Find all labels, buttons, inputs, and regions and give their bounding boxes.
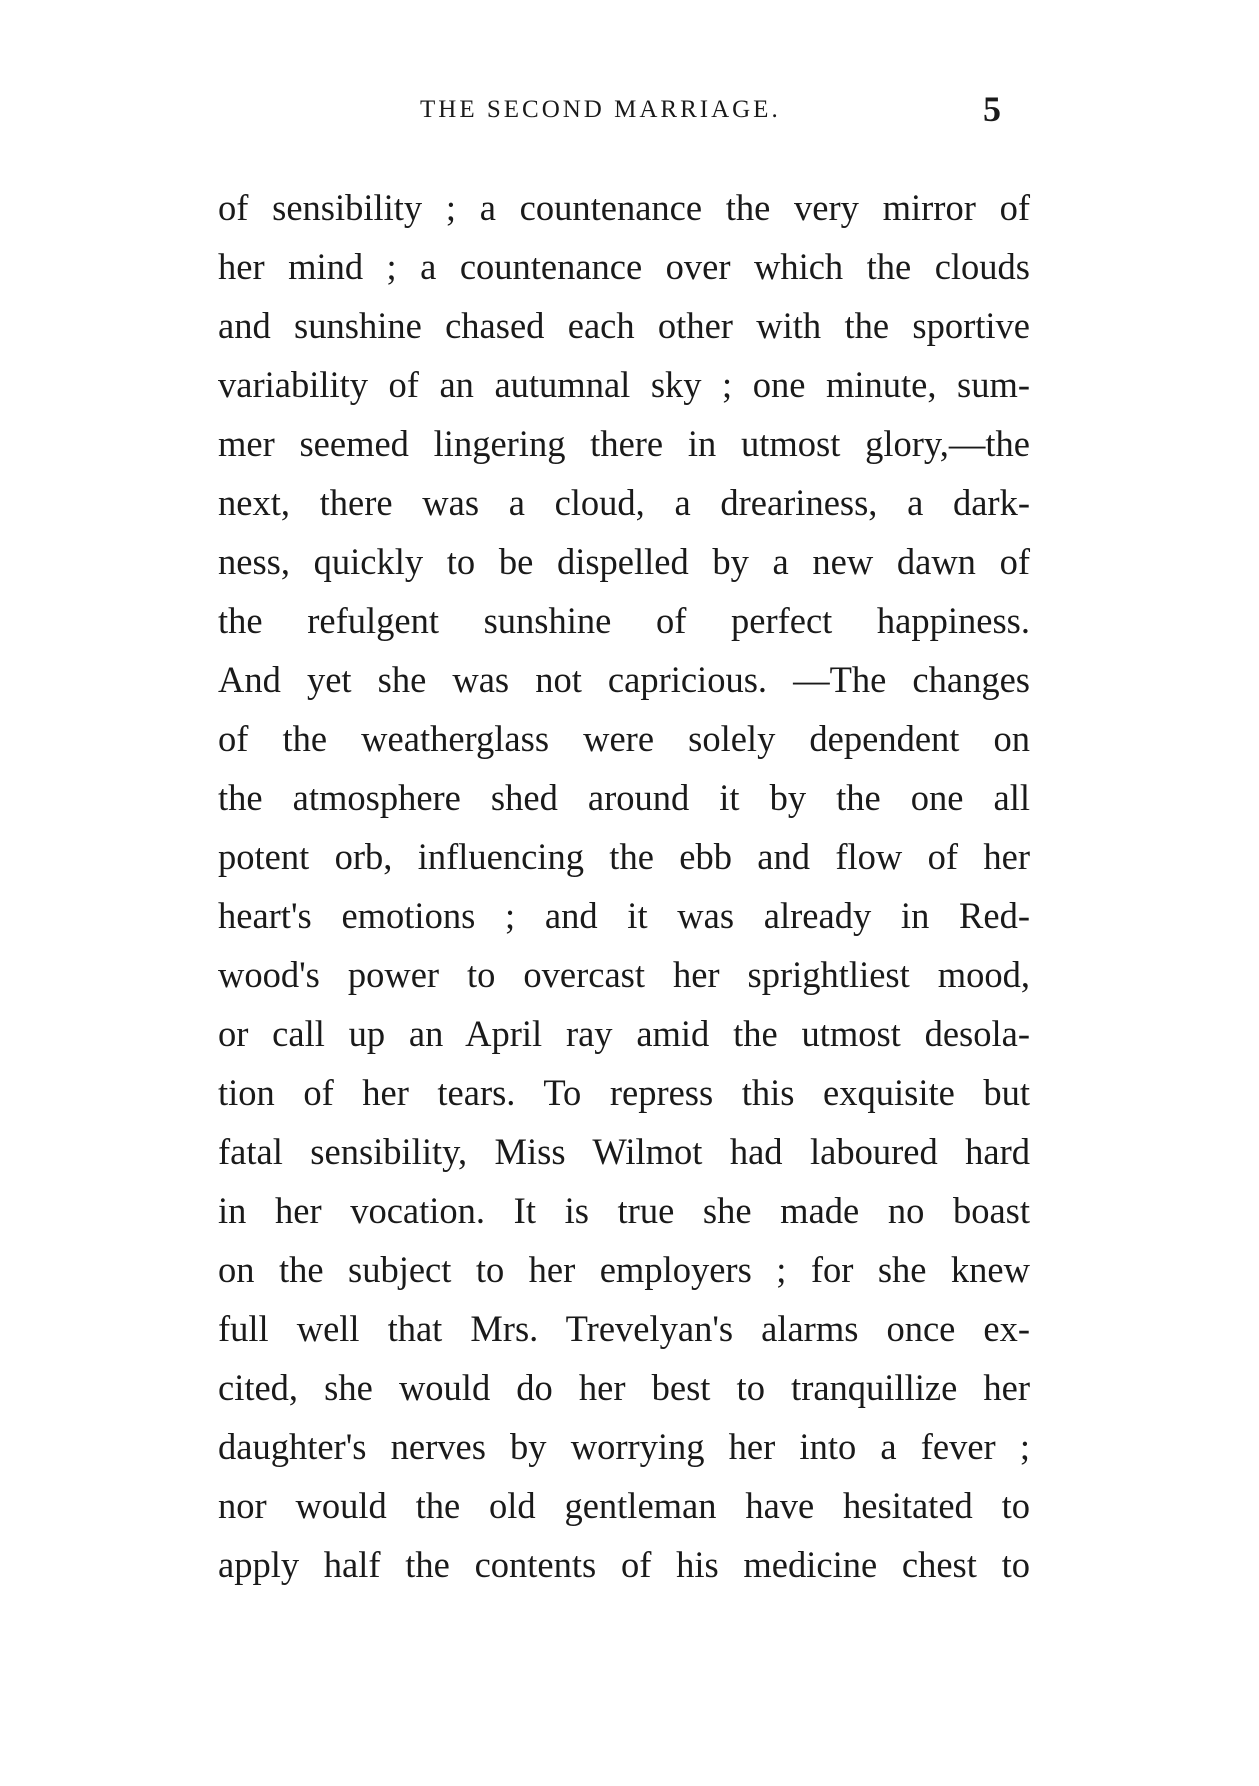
text-line: ness, quickly to be dispelled by a new dawn of — [218, 541, 1030, 582]
text-line: nor would the old gentleman have hesitated to — [218, 1485, 1030, 1526]
text-line: cited, she would do her best to tranquillize her — [218, 1367, 1030, 1408]
body-text — [218, 178, 1030, 1594]
text-line: of the weatherglass were solely dependent on — [218, 718, 1030, 759]
text-line: heart's emotions ; and it was already in Red- — [218, 895, 1030, 936]
text-line: next, there was a cloud, a dreariness, a dark- — [218, 482, 1030, 523]
text-line: and sunshine chased each other with the sportive — [218, 305, 1030, 346]
text-line: of sensibility ; a countenance the very mirror of — [218, 187, 1030, 228]
page-number: 5 — [983, 89, 1001, 129]
text-line: the atmosphere shed around it by the one all — [218, 777, 1030, 818]
text-line: variability of an autumnal sky ; one minute, sum- — [218, 364, 1030, 405]
text-line: the refulgent sunshine of perfect happiness. — [218, 600, 1030, 641]
text-line: on the subject to her employers ; for she knew — [218, 1249, 1030, 1290]
text-line: her mind ; a countenance over which the clouds — [218, 246, 1030, 287]
text-line: daughter's nerves by worrying her into a fever ; — [218, 1426, 1030, 1467]
text-line: in her vocation. It is true she made no boast — [218, 1190, 1030, 1231]
text-line: fatal sensibility, Miss Wilmot had laboured hard — [218, 1131, 1030, 1172]
text-line: tion of her tears. To repress this exquisite but — [218, 1072, 1030, 1113]
text-line: potent orb, influencing the ebb and flow of her — [218, 836, 1030, 877]
text-line: And yet she was not capricious. —The changes — [218, 659, 1030, 700]
running-head-title: THE SECOND MARRIAGE. — [420, 96, 781, 123]
text-line: wood's power to overcast her sprightliest mood, — [218, 954, 1030, 995]
text-line: or call up an April ray amid the utmost desola- — [218, 1013, 1030, 1054]
text-line: full well that Mrs. Trevelyan's alarms once ex- — [218, 1308, 1030, 1349]
text-line: apply half the contents of his medicine chest to — [218, 1544, 1030, 1585]
text-line: mer seemed lingering there in utmost glory,—the — [218, 423, 1030, 464]
